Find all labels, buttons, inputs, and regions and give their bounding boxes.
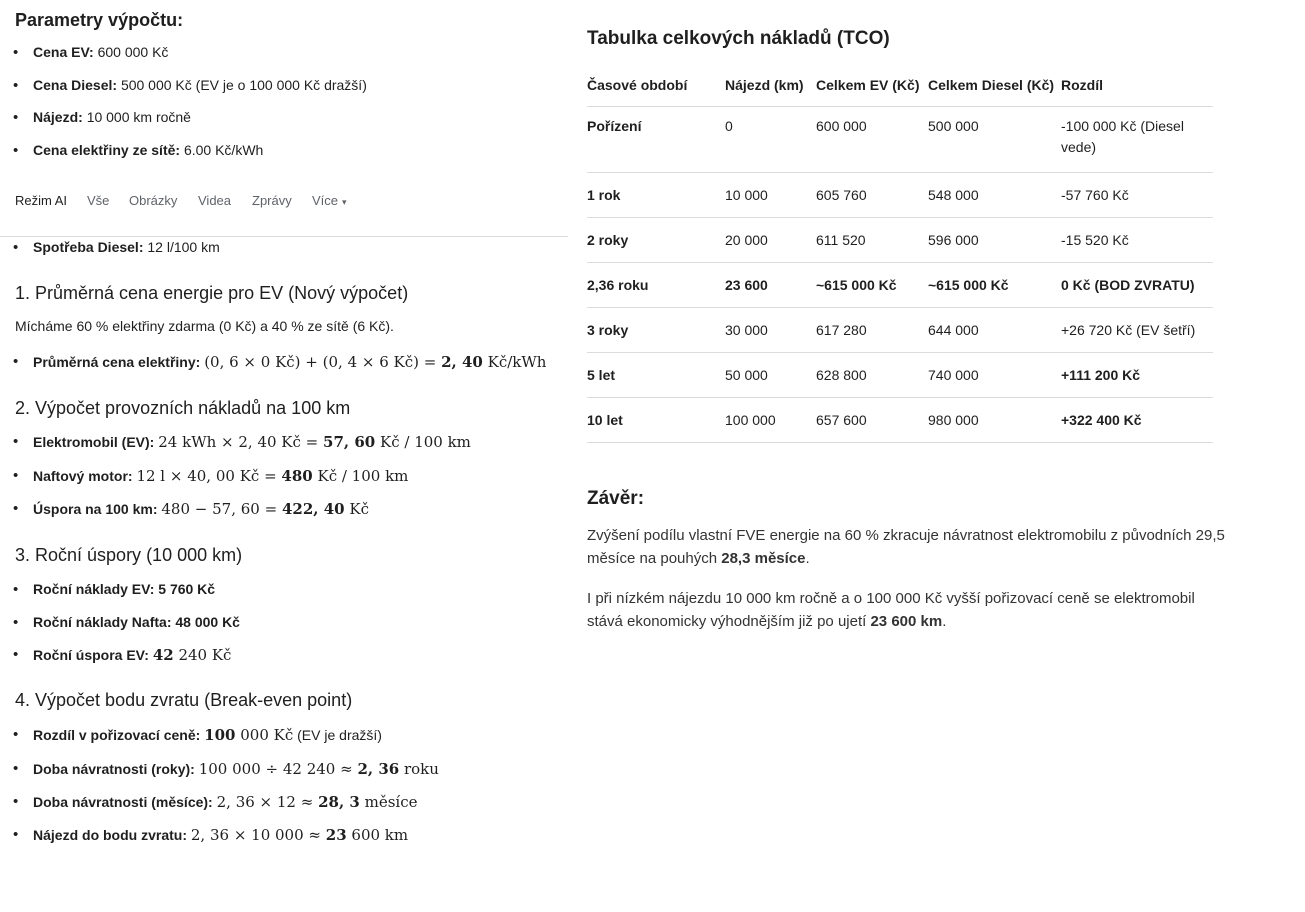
list-item bbox=[33, 581, 215, 597]
formula-label: Nájezd do bodu zvratu: bbox=[33, 827, 187, 843]
list-item bbox=[33, 142, 263, 158]
table-cell-period: 5 let bbox=[587, 353, 725, 398]
formula-unit: 600 km bbox=[346, 826, 409, 844]
list-item bbox=[33, 44, 168, 60]
conclusion-highlight: 28,3 měsíce bbox=[721, 550, 806, 567]
formula-result: 2, 40 bbox=[441, 353, 483, 371]
formula bbox=[199, 760, 439, 778]
table-cell-period: 1 rok bbox=[587, 173, 725, 218]
param-label: Nájezd: bbox=[33, 109, 83, 125]
table-cell-ev: 657 600 bbox=[816, 398, 928, 443]
formula-expression: (0, 6 × 0 Kč) + (0, 4 × 6 Kč) = bbox=[204, 353, 442, 371]
formula-unit: roku bbox=[399, 760, 439, 778]
param-value: 12 l/100 km bbox=[147, 239, 220, 255]
formula-result: 23 bbox=[325, 826, 347, 844]
tab-more[interactable] bbox=[312, 193, 347, 208]
column-header: Celkem Diesel (Kč) bbox=[928, 70, 1061, 107]
table-cell-diff: -15 520 Kč bbox=[1061, 218, 1213, 263]
table-cell-ev: 628 800 bbox=[816, 353, 928, 398]
list-item bbox=[33, 614, 240, 630]
formula-result: 28, 3 bbox=[318, 793, 360, 811]
column-header: Časové období bbox=[587, 70, 725, 107]
tab-ai-mode[interactable]: Režim AI bbox=[15, 193, 68, 208]
annual-cost-diesel: Roční náklady Nafta: 48 000 Kč bbox=[33, 614, 240, 630]
formula bbox=[161, 500, 369, 518]
annual-cost-ev: Roční náklady EV: 5 760 Kč bbox=[33, 581, 216, 597]
formula bbox=[191, 826, 408, 844]
formula-unit: měsíce bbox=[359, 793, 418, 811]
list-item bbox=[33, 646, 231, 664]
column-header: Nájezd (km) bbox=[725, 70, 816, 107]
formula-result: 42 bbox=[152, 646, 174, 664]
table-header-row bbox=[587, 70, 1213, 107]
param-label: Cena Diesel: bbox=[33, 77, 118, 93]
list-item bbox=[33, 826, 408, 844]
table-row bbox=[587, 398, 1213, 443]
conclusion-heading: Závěr: bbox=[587, 488, 645, 509]
tab-more-label: Více bbox=[312, 193, 339, 208]
formula-expression: 2, 36 × 12 ≈ bbox=[216, 793, 319, 811]
table-cell-ev: 611 520 bbox=[816, 218, 928, 263]
list-item bbox=[33, 433, 471, 451]
param-value: 6.00 Kč/kWh bbox=[183, 142, 264, 158]
formula-unit: Kč / 100 km bbox=[312, 467, 409, 485]
formula bbox=[153, 646, 232, 664]
table-cell-diesel: 980 000 bbox=[928, 398, 1061, 443]
table-cell-diesel: 548 000 bbox=[928, 173, 1061, 218]
table-cell-km: 30 000 bbox=[725, 308, 816, 353]
formula bbox=[217, 793, 418, 811]
formula-label: Roční úspora EV: bbox=[33, 647, 149, 663]
table-cell-ev: 617 280 bbox=[816, 308, 928, 353]
formula bbox=[158, 433, 471, 451]
param-label: Cena elektřiny ze sítě: bbox=[33, 142, 181, 158]
table-cell-diesel: 644 000 bbox=[928, 308, 1061, 353]
list-item bbox=[33, 726, 382, 744]
table-cell-diff: -57 760 Kč bbox=[1061, 173, 1213, 218]
table-row bbox=[587, 107, 1213, 173]
tco-table-title: Tabulka celkových nákladů (TCO) bbox=[587, 28, 890, 49]
formula-expression: 100 000 ÷ 42 240 ≈ bbox=[198, 760, 358, 778]
table-cell-km: 100 000 bbox=[725, 398, 816, 443]
formula bbox=[136, 467, 408, 485]
table-cell-diff: +322 400 Kč bbox=[1061, 398, 1213, 443]
table-cell-diff: +26 720 Kč (EV šetří) bbox=[1061, 308, 1213, 353]
tab-all[interactable]: Vše bbox=[87, 193, 110, 208]
table-cell-km: 20 000 bbox=[725, 218, 816, 263]
conclusion-paragraph-1 bbox=[587, 524, 1227, 570]
formula-result: 480 bbox=[281, 467, 313, 485]
table-row bbox=[587, 308, 1213, 353]
formula-note: (EV je dražší) bbox=[293, 727, 382, 743]
section-2-heading: 2. Výpočet provozních nákladů na 100 km bbox=[15, 398, 351, 418]
formula-result: 2, 36 bbox=[357, 760, 400, 778]
section-1-text: Mícháme 60 % elektřiny zdarma (0 Kč) a 40 % ze sítě (6 Kč). bbox=[15, 318, 394, 334]
table-row bbox=[587, 173, 1213, 218]
tco-table bbox=[587, 70, 1213, 443]
formula-label: Elektromobil (EV): bbox=[33, 434, 155, 450]
tab-videos[interactable]: Videa bbox=[198, 193, 232, 208]
formula-unit: 240 Kč bbox=[173, 646, 232, 664]
table-row bbox=[587, 263, 1213, 308]
formula-result: 57, 60 bbox=[323, 433, 376, 451]
formula-unit: Kč bbox=[344, 500, 369, 518]
formula-unit: Kč/kWh bbox=[482, 353, 547, 371]
list-item bbox=[33, 239, 220, 255]
list-item bbox=[33, 760, 439, 778]
formula-label: Rozdíl v pořizovací ceně: bbox=[33, 727, 201, 743]
param-label: Spotřeba Diesel: bbox=[33, 239, 144, 255]
table-cell-km: 10 000 bbox=[725, 173, 816, 218]
table-cell-period: 2 roky bbox=[587, 218, 725, 263]
table-cell-diff: +111 200 Kč bbox=[1061, 353, 1213, 398]
table-cell-diesel: 500 000 bbox=[928, 107, 1061, 173]
param-value: 600 000 Kč bbox=[97, 44, 169, 60]
table-cell-diff: -100 000 Kč (Diesel vede) bbox=[1061, 107, 1213, 173]
column-header: Celkem EV (Kč) bbox=[816, 70, 928, 107]
formula-result: 422, 40 bbox=[281, 500, 345, 518]
table-row bbox=[587, 353, 1213, 398]
param-value: 10 000 km ročně bbox=[86, 109, 191, 125]
table-cell-ev: 605 760 bbox=[816, 173, 928, 218]
tab-images[interactable]: Obrázky bbox=[129, 193, 178, 208]
formula-unit: Kč / 100 km bbox=[375, 433, 471, 451]
parameters-heading: Parametry výpočtu: bbox=[15, 10, 184, 30]
formula-expression: 480 − 57, 60 = bbox=[161, 500, 282, 518]
list-item bbox=[33, 77, 367, 93]
search-tabs-bar bbox=[0, 184, 568, 237]
formula-label: Naftový motor: bbox=[33, 468, 133, 484]
table-cell-km: 50 000 bbox=[725, 353, 816, 398]
conclusion-highlight: 23 600 km bbox=[870, 613, 943, 630]
formula bbox=[204, 353, 546, 371]
list-item bbox=[33, 500, 369, 518]
conclusion-text: Zvýšení podílu vlastní FVE energie na 60 % zkracuje návratnost elektromobilu z původních 29,5 měsíce na pouhých bbox=[587, 527, 1225, 567]
list-item bbox=[33, 353, 546, 371]
tab-news[interactable]: Zprávy bbox=[252, 193, 292, 208]
section-3-heading: 3. Roční úspory (10 000 km) bbox=[15, 545, 243, 565]
table-row bbox=[587, 218, 1213, 263]
param-label: Cena EV: bbox=[33, 44, 94, 60]
list-item bbox=[33, 109, 191, 125]
param-value: 500 000 Kč (EV je o 100 000 Kč dražší) bbox=[120, 77, 367, 93]
table-cell-diff: 0 Kč (BOD ZVRATU) bbox=[1061, 263, 1213, 308]
list-item bbox=[33, 793, 418, 811]
conclusion-text: . bbox=[942, 613, 947, 630]
section-1-heading: 1. Průměrná cena energie pro EV (Nový výpočet) bbox=[15, 283, 409, 303]
formula-label: Průměrná cena elektřiny: bbox=[33, 354, 201, 370]
formula-expression: 24 kWh × 2, 40 Kč = bbox=[158, 433, 324, 451]
table-cell-diesel: 740 000 bbox=[928, 353, 1061, 398]
list-item bbox=[33, 467, 408, 485]
formula-label: Doba návratnosti (měsíce): bbox=[33, 794, 213, 810]
table-cell-period: 2,36 roku bbox=[587, 263, 725, 308]
table-cell-period: Pořízení bbox=[587, 107, 725, 173]
formula-expression: 2, 36 × 10 000 ≈ bbox=[190, 826, 326, 844]
formula-label: Doba návratnosti (roky): bbox=[33, 761, 195, 777]
table-cell-period: 10 let bbox=[587, 398, 725, 443]
table-cell-km: 0 bbox=[725, 107, 816, 173]
table-cell-ev: 600 000 bbox=[816, 107, 928, 173]
table-cell-ev: ~615 000 Kč bbox=[816, 263, 928, 308]
conclusion-paragraph-2 bbox=[587, 587, 1227, 633]
conclusion-text: I při nízkém nájezdu 10 000 km ročně a o 100 000 Kč vyšší pořizovací ceně se elektromobil stává ekonomicky výhodnějším již po ujetí bbox=[587, 590, 1195, 630]
table-cell-period: 3 roky bbox=[587, 308, 725, 353]
conclusion-text: . bbox=[805, 550, 810, 567]
table-cell-diesel: ~615 000 Kč bbox=[928, 263, 1061, 308]
formula-expression: 12 l × 40, 00 Kč = bbox=[136, 467, 282, 485]
column-header: Rozdíl bbox=[1061, 70, 1213, 107]
formula-label: Úspora na 100 km: bbox=[33, 501, 158, 517]
table-cell-diesel: 596 000 bbox=[928, 218, 1061, 263]
formula bbox=[204, 726, 293, 744]
table-cell-km: 23 600 bbox=[725, 263, 816, 308]
section-4-heading: 4. Výpočet bodu zvratu (Break-even point) bbox=[15, 690, 353, 710]
formula-unit: 000 Kč bbox=[235, 726, 294, 744]
chevron-down-icon: ▾ bbox=[342, 197, 347, 207]
formula-result: 100 bbox=[204, 726, 236, 744]
